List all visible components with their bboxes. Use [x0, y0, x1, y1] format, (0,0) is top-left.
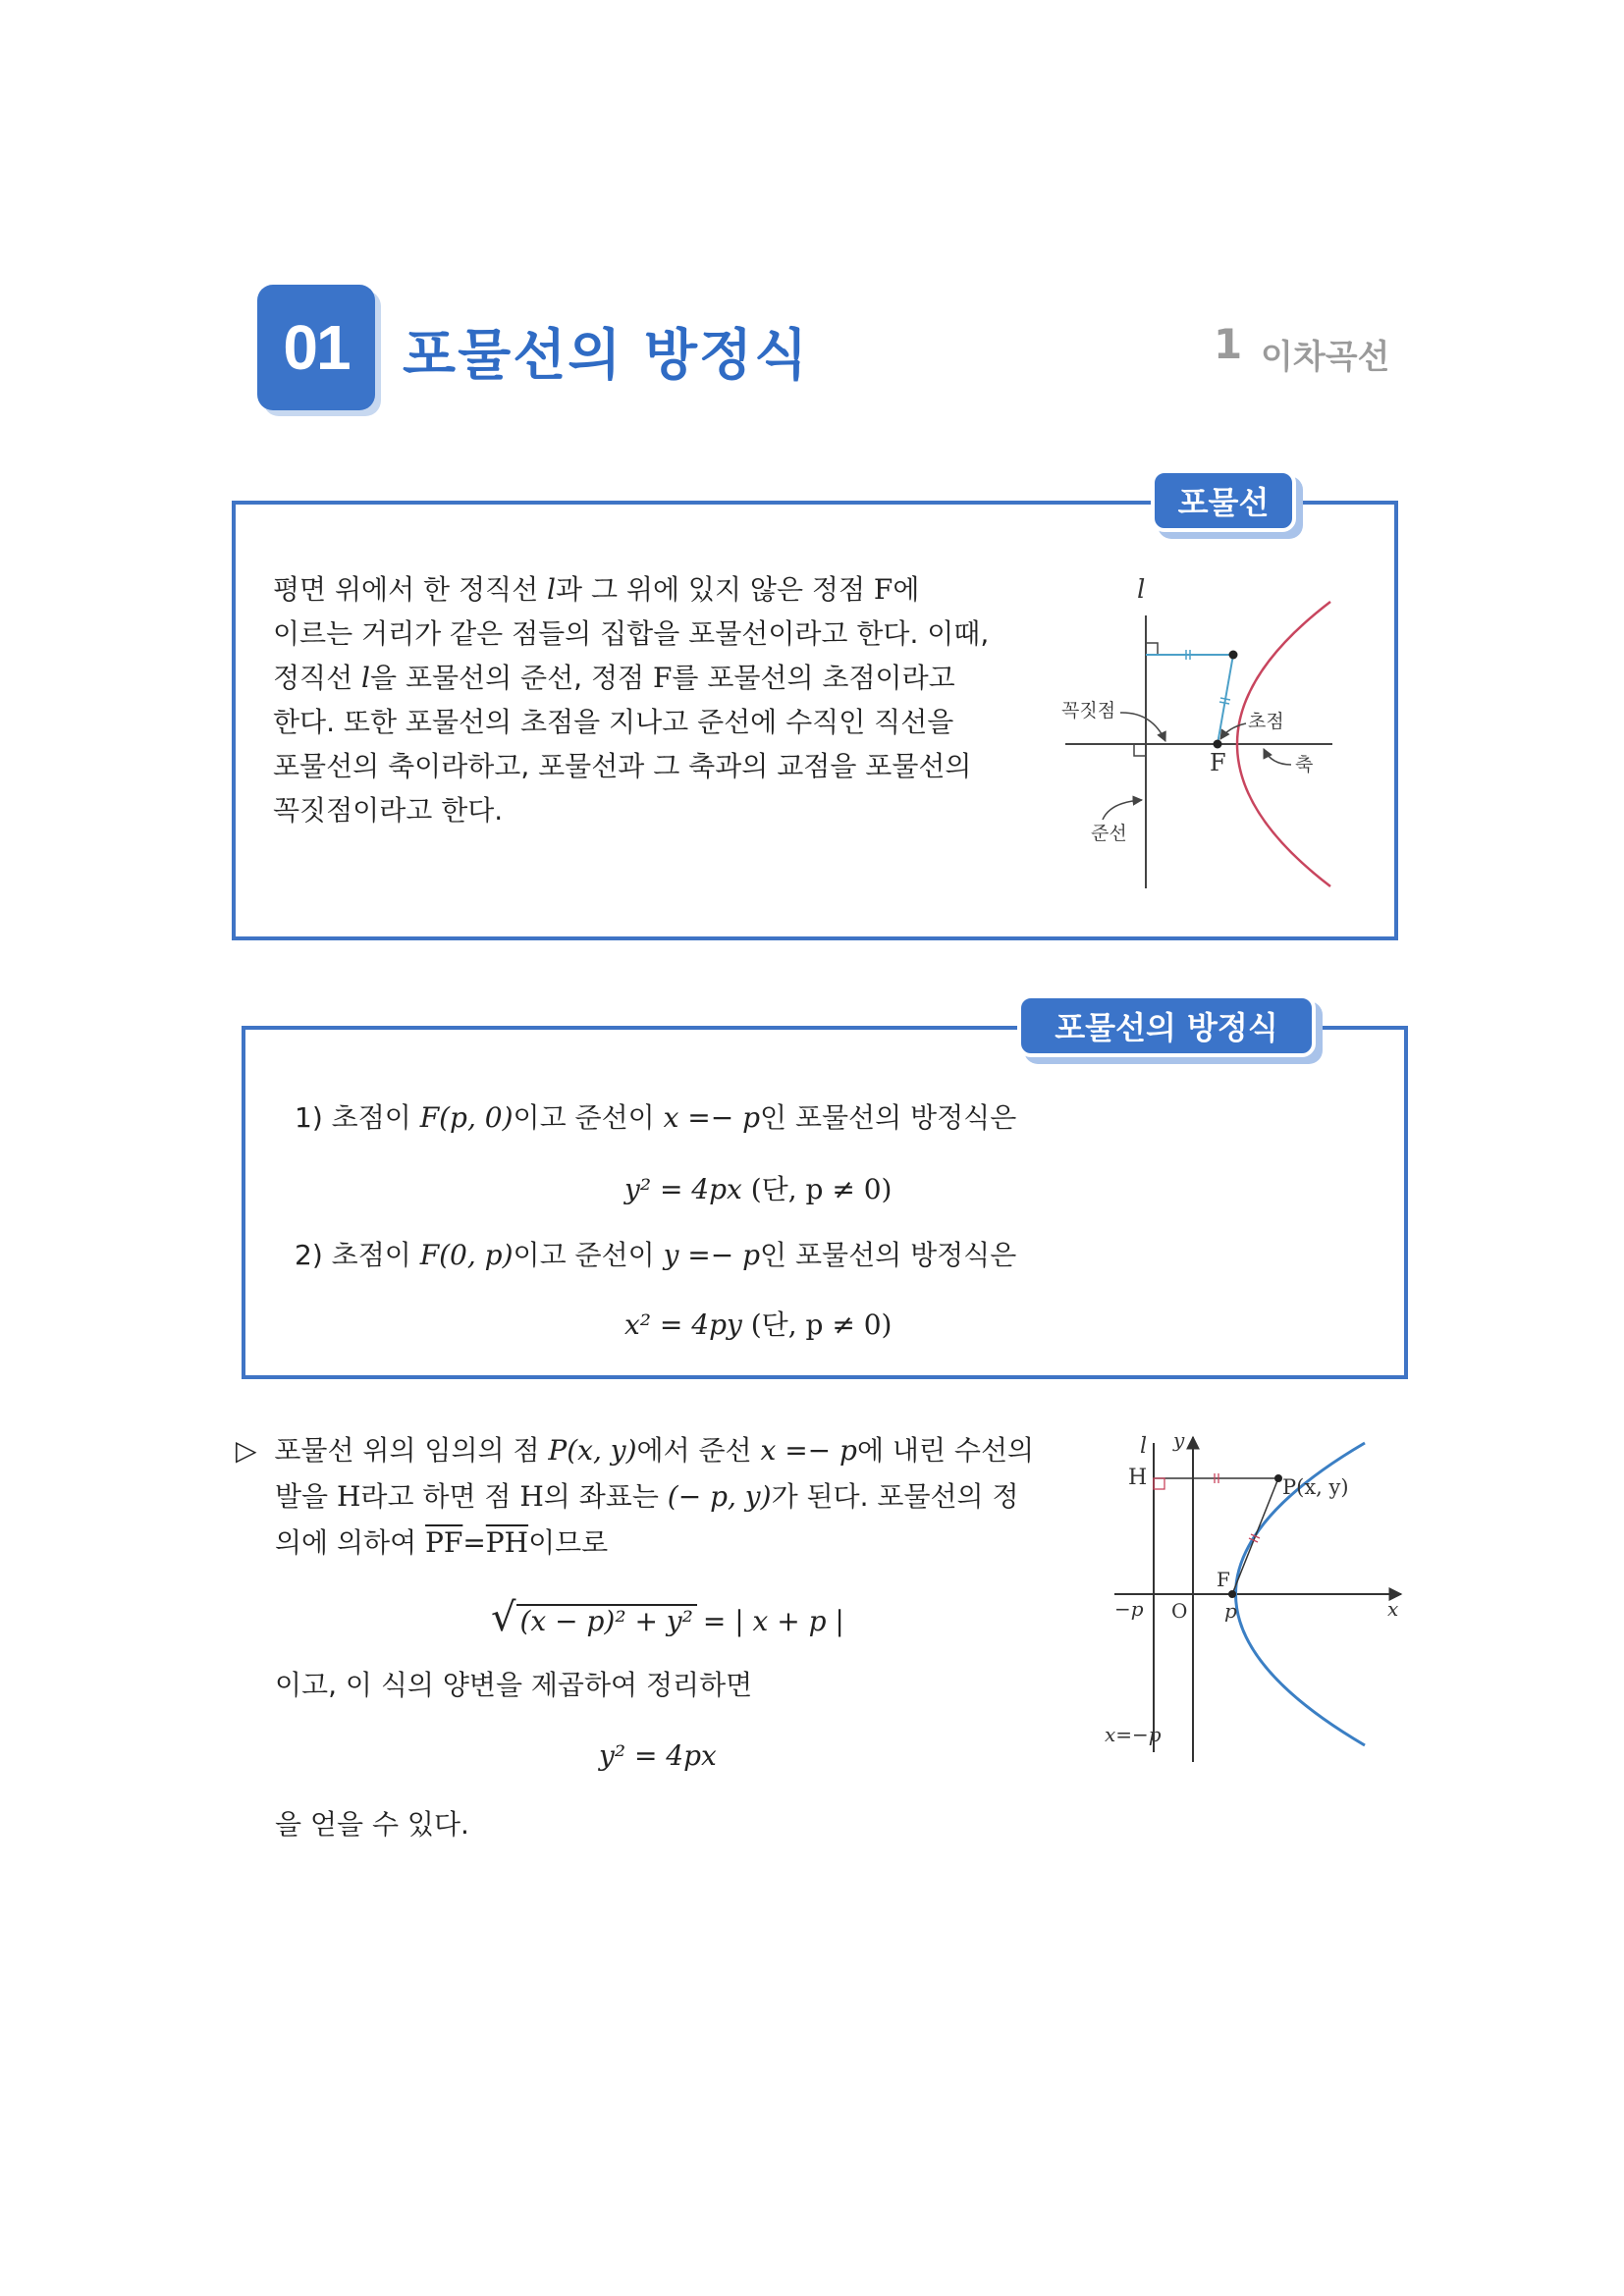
- label-F: F: [1217, 1568, 1230, 1591]
- label-focus-word: 초점: [1248, 711, 1284, 732]
- chapter-title: 포물선의 방정식: [403, 324, 810, 388]
- distance-rhs: = | x + p |: [702, 1605, 844, 1637]
- sqrt-radicand: (x − p)² + y²: [516, 1604, 697, 1637]
- equation-formula-1: y² = 4px (단, p ≠ 0): [624, 1173, 893, 1205]
- equation-tag: 포물선의 방정식: [1017, 994, 1316, 1057]
- definition-line-2: 이르는 거리가 같은 점들의 집합을 포물선이라고 한다. 이때,: [273, 617, 990, 650]
- equation-formula-2: x² = 4py (단, p ≠ 0): [624, 1308, 893, 1341]
- axis-arrow: [1264, 749, 1291, 765]
- part-name: 이차곡선: [1261, 338, 1390, 377]
- focus-point: [1228, 1590, 1236, 1598]
- label-p: p: [1224, 1599, 1237, 1623]
- definition-line-1: 평면 위에서 한 정직선 l과 그 위에 있지 않은 정점 F에: [273, 573, 920, 606]
- definition-text: [273, 567, 1019, 832]
- label-neg-p: −p: [1114, 1597, 1144, 1621]
- label-y: y: [1173, 1428, 1185, 1452]
- proof-line-1: ▷ 포물선 위의 임의의 점 P(x, y)에서 준선 x =− p에 내린 수선의: [236, 1434, 1035, 1467]
- definition-line-4: 한다. 또한 포물선의 초점을 지나고 준선에 수직인 직선을: [273, 706, 954, 738]
- label-P: P(x, y): [1282, 1475, 1349, 1499]
- focus-arrow: [1220, 723, 1246, 739]
- right-angle-mark: [1154, 1478, 1164, 1489]
- label-directrix-eq: x=−p: [1105, 1723, 1162, 1746]
- proof-line-4: 이고, 이 식의 양변을 제곱하여 정리하면: [275, 1669, 753, 1701]
- focus-point: [1214, 740, 1222, 749]
- tick-mark: [1220, 698, 1230, 700]
- label-H: H: [1128, 1466, 1148, 1490]
- equation-item-1: 1) 초점이 F(p, 0)이고 준선이 x =− p인 포물선의 방정식은: [295, 1101, 1017, 1134]
- parabola-point: [1229, 651, 1238, 660]
- equation-item-2: 2) 초점이 F(0, p)이고 준선이 y =− p인 포물선의 방정식은: [295, 1239, 1017, 1271]
- label-x: x: [1387, 1597, 1399, 1621]
- right-angle-mark: [1146, 643, 1158, 655]
- parabola-coordinate-figure: [1105, 1423, 1409, 1767]
- chapter-number-badge: 01: [257, 285, 375, 410]
- proof-line-5: 을 얻을 수 있다.: [275, 1808, 469, 1841]
- tick-mark: [1219, 702, 1229, 704]
- definition-tag: 포물선: [1151, 469, 1296, 532]
- label-F: F: [1210, 749, 1226, 776]
- definition-line-3: 정직선 l을 포물선의 준선, 정점 F를 포물선의 초점이라고: [273, 662, 955, 694]
- directrix-arrow: [1103, 800, 1142, 820]
- parabola-definition-figure: [1056, 574, 1350, 898]
- proof-text: [236, 1428, 1080, 1565]
- point-P: [1274, 1474, 1282, 1482]
- label-l: l: [1140, 1434, 1148, 1459]
- definition-line-5: 포물선의 축이라하고, 포물선과 그 축과의 교점을 포물선의: [273, 750, 972, 782]
- bullet-icon: ▷: [236, 1434, 257, 1467]
- label-l: l: [1137, 575, 1146, 605]
- right-angle-mark: [1134, 744, 1146, 756]
- label-directrix: 준선: [1091, 823, 1127, 844]
- proof-result-formula: y² = 4px: [599, 1739, 717, 1772]
- part-number: 1: [1214, 320, 1243, 368]
- proof-line-2: 발을 H라고 하면 점 H의 좌표는 (− p, y)가 된다. 포물선의 정: [275, 1480, 1019, 1513]
- distance-formula: [491, 1595, 844, 1640]
- vertex-arrow: [1120, 713, 1165, 741]
- label-axis: 축: [1295, 754, 1314, 775]
- proof-line-3: 의에 의하여 $\overline{PF}=\overline{PH}$이므로: [275, 1526, 609, 1559]
- label-O: O: [1171, 1599, 1188, 1623]
- definition-line-6: 꼭짓점이라고 한다.: [273, 794, 504, 827]
- label-vertex: 꼭짓점: [1061, 700, 1116, 721]
- sqrt-sign: √: [491, 1595, 516, 1640]
